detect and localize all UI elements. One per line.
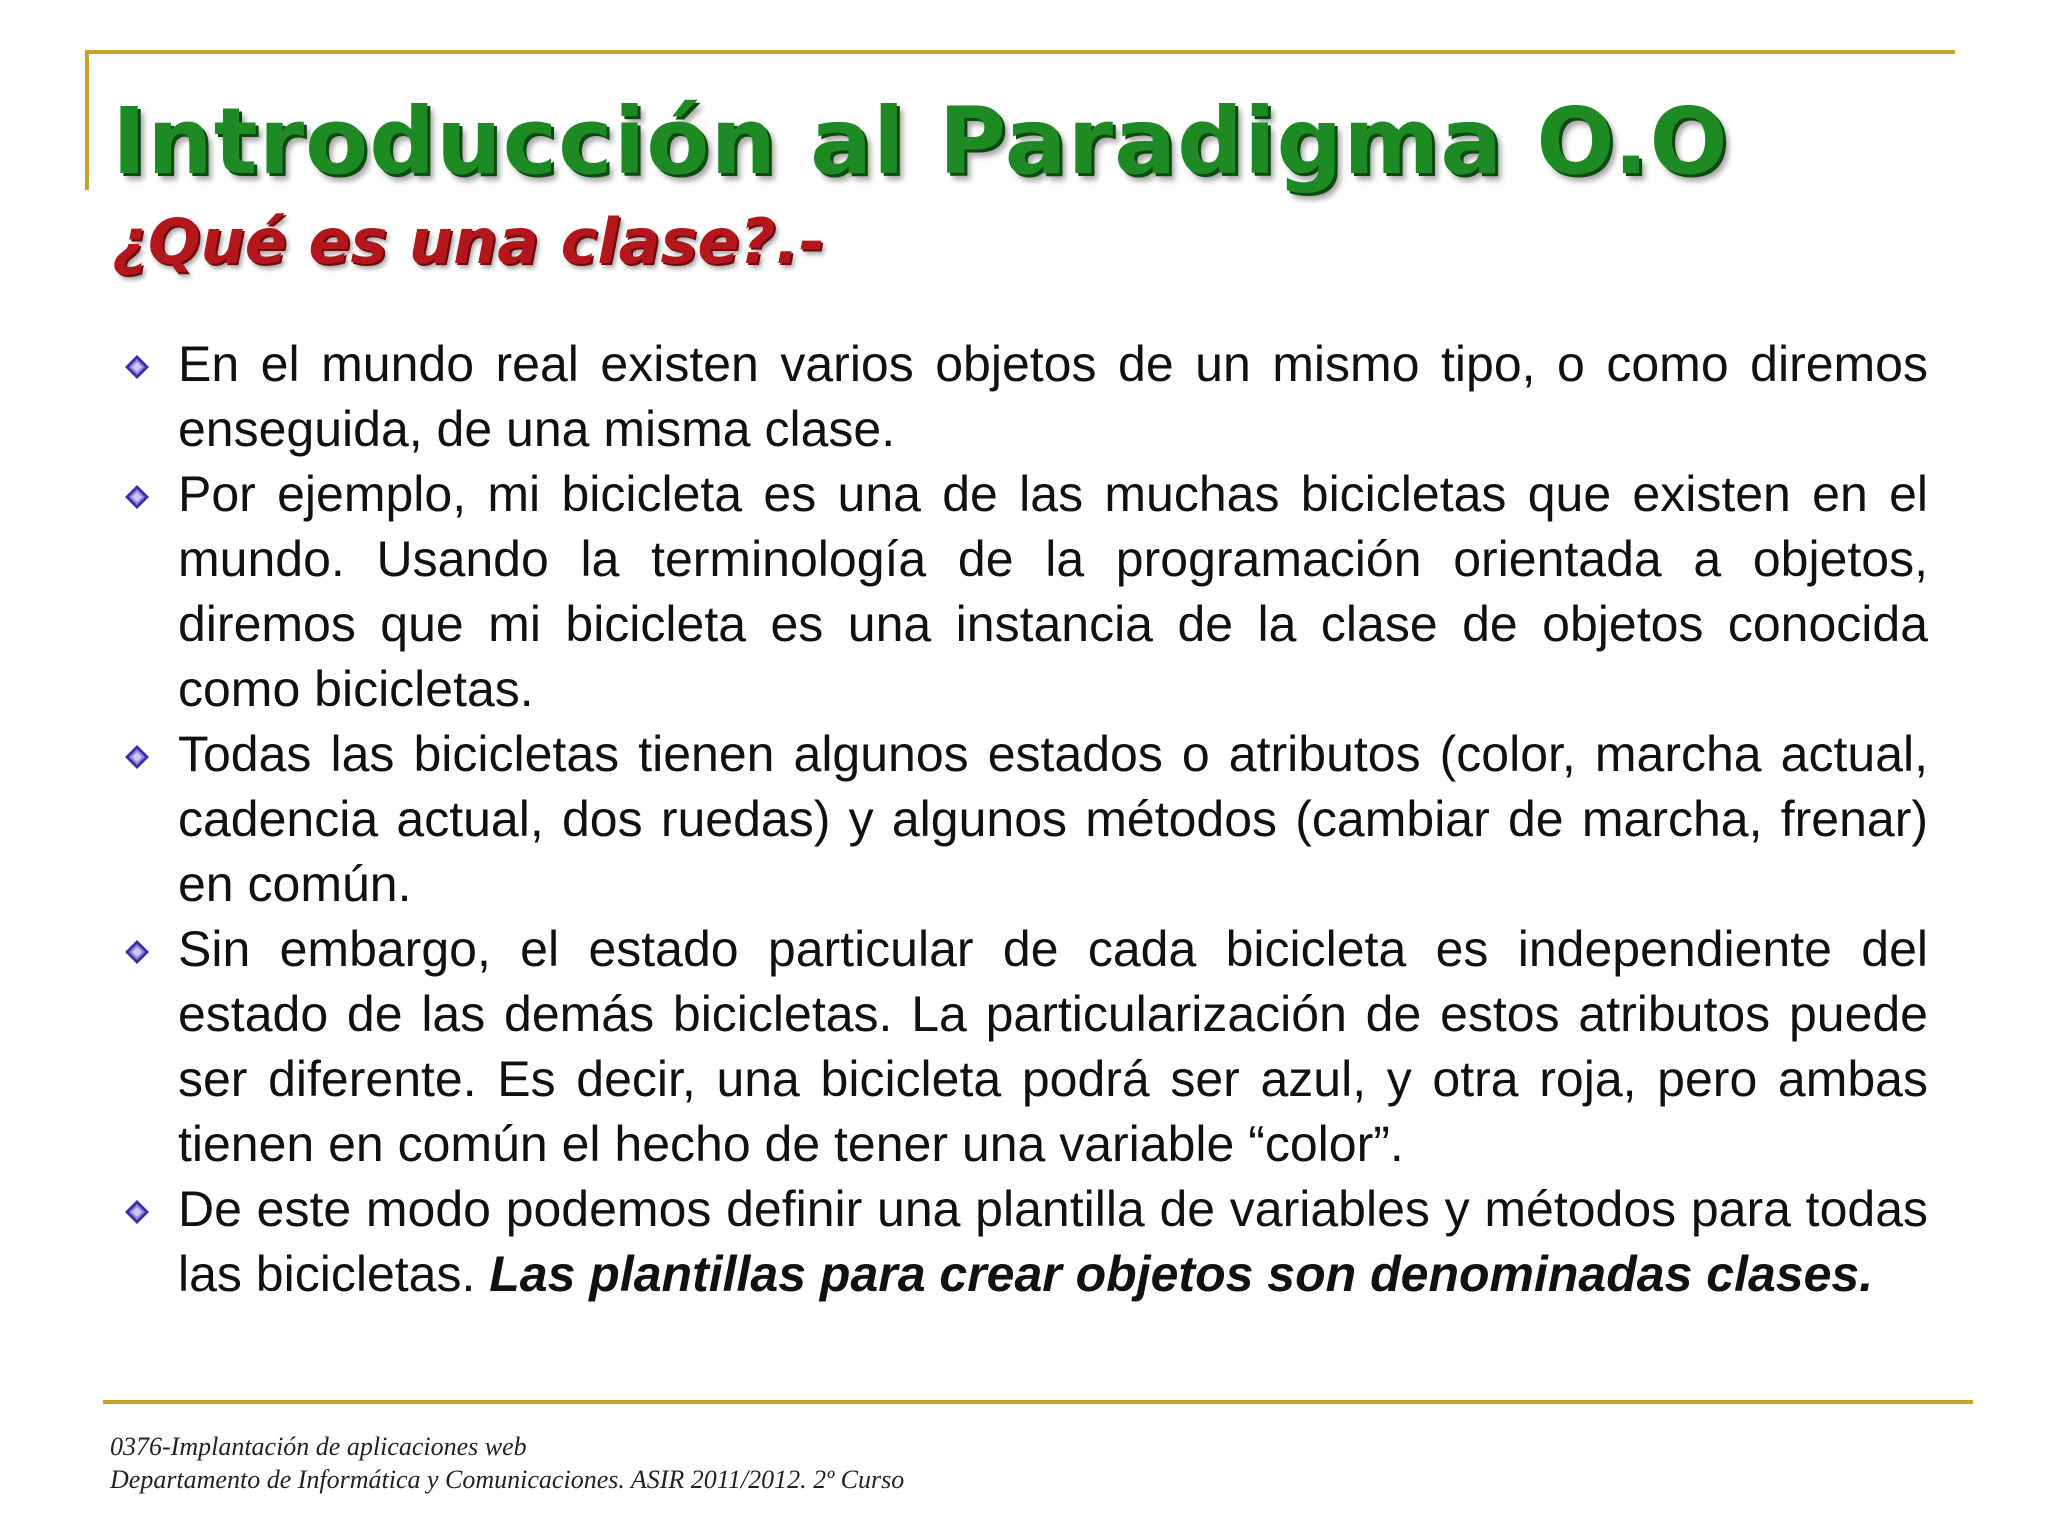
bullet-item (112, 462, 1928, 722)
bullet-list (112, 332, 1928, 1307)
footer-department: Departamento de Informática y Comunicaciones. ASIR 2011/2012. 2º Curso (110, 1465, 905, 1494)
bullet-item (112, 332, 1928, 462)
bullet-text: Por ejemplo, mi bicicleta es una de las muchas bicicletas que existen en el mundo. Usando la terminología de la programación orientada a objetos, diremos que mi bicicleta es una instancia de la clase de objetos conocida como bicicletas. (178, 466, 1928, 717)
left-divider (85, 50, 89, 190)
diamond-bullet-icon (124, 354, 150, 380)
diamond-bullet-icon (124, 744, 150, 770)
top-divider (85, 50, 1955, 54)
bullet-text: En el mundo real existen varios objetos de un mismo tipo, o como diremos enseguida, de una misma clase. (178, 336, 1928, 457)
diamond-bullet-icon (124, 1199, 150, 1225)
diamond-bullet-icon (124, 484, 150, 510)
bullet-text: De este modo podemos definir una plantilla de variables y métodos para todas las bicicletas. (178, 1181, 1928, 1302)
bullet-item (112, 722, 1928, 917)
bullet-text: Sin embargo, el estado particular de cada bicicleta es independiente del estado de las demás bicicletas. La particularización de estos atributos puede ser diferente. Es decir, una bicicleta podrá ser azul, y otra roja, pero ambas tienen en común el hecho de tener una variable “color”. (178, 921, 1928, 1172)
slide-subtitle: ¿Qué es una clase?.- (112, 205, 825, 278)
footer-course: 0376-Implantación de aplicaciones web (110, 1432, 527, 1461)
bullet-item (112, 917, 1928, 1177)
bullet-emphasis: Las plantillas para crear objetos son denominadas clases. (489, 1246, 1874, 1302)
footer (110, 1430, 904, 1496)
diamond-bullet-icon (124, 939, 150, 965)
slide-title: Introducción al Paradigma O.O (112, 88, 1729, 195)
bullet-text: Todas las bicicletas tienen algunos estados o atributos (color, marcha actual, cadencia actual, dos ruedas) y algunos métodos (cambiar de marcha, frenar) en común. (178, 726, 1928, 912)
bottom-divider (103, 1400, 1973, 1404)
bullet-item (112, 1177, 1928, 1307)
